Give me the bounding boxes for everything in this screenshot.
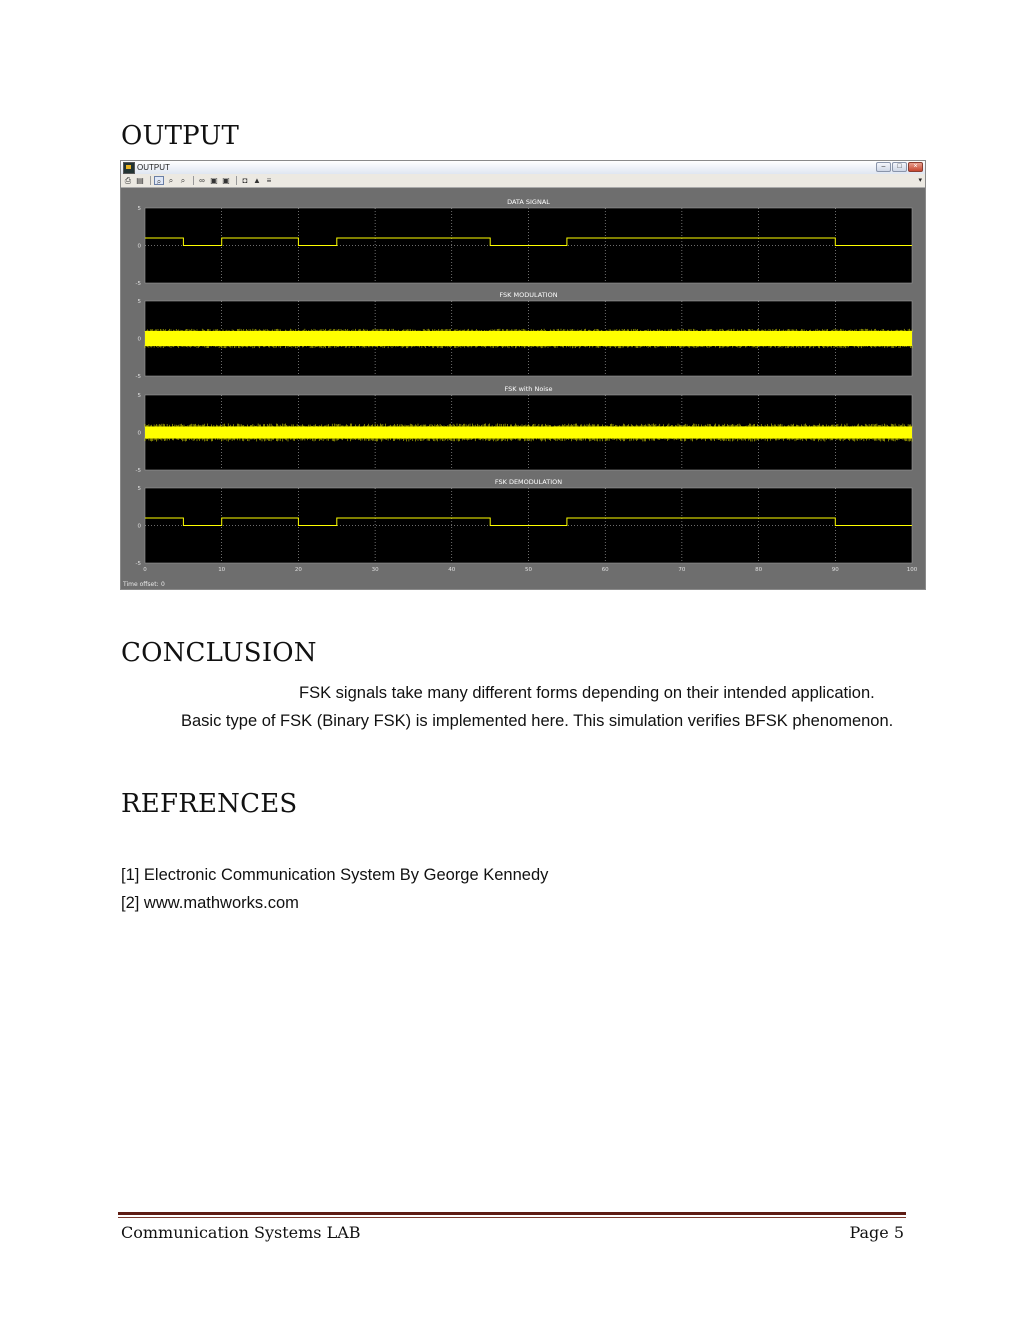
conclusion-heading: CONCLUSION (121, 638, 317, 668)
y-tick-label: 0 (137, 430, 141, 437)
restore-axes-icon[interactable]: ▣ (222, 176, 230, 185)
y-tick-label: 0 (137, 523, 141, 530)
zoom-y-icon[interactable]: ⌕ (180, 176, 186, 185)
footer-rule (118, 1212, 906, 1215)
y-tick-label: -5 (135, 468, 141, 474)
panel-title: FSK DEMODULATION (494, 478, 563, 486)
toolbar-divider (193, 176, 194, 185)
footer-course-title: Communication Systems LAB (121, 1223, 361, 1242)
y-tick-label: 0 (137, 336, 141, 343)
save-axes-icon[interactable]: ▣ (210, 176, 218, 185)
time-offset-value: 0 (161, 581, 165, 588)
x-tick-label: 40 (448, 567, 456, 573)
minimize-button[interactable]: – (876, 162, 891, 172)
x-tick-label: 50 (525, 567, 532, 573)
x-tick-label: 10 (218, 567, 226, 573)
scope-window-title: OUTPUT (137, 163, 170, 172)
y-tick-label: -5 (135, 374, 141, 380)
panel-title: FSK with Noise (504, 385, 553, 393)
x-tick-label: 70 (678, 567, 686, 573)
x-tick-label: 0 (143, 567, 147, 573)
scope-window (120, 160, 926, 590)
zoom-x-icon[interactable]: ⌕ (168, 176, 174, 185)
reference-item: [2] www.mathworks.com (121, 894, 299, 912)
maximize-button[interactable]: □ (892, 162, 907, 172)
y-tick-label: -5 (135, 281, 141, 287)
x-tick-label: 90 (831, 567, 839, 573)
output-heading: OUTPUT (121, 121, 240, 151)
signal-selector-icon[interactable]: ≡ (266, 176, 272, 185)
toolbar-divider (150, 176, 151, 185)
reference-item: [1] Electronic Communication System By George Kennedy (121, 866, 549, 884)
y-tick-label: 5 (137, 486, 141, 492)
conclusion-paragraph: FSK signals take many different forms depending on their intended application. Basic type of FSK (Binary FSK) is implemented here. This simulation verifies BFSK phenomenon. (181, 684, 894, 730)
scope-plot-area (121, 189, 925, 589)
signal-band (145, 331, 912, 346)
references-heading: REFRENCES (121, 789, 298, 819)
footer-rule-thin (118, 1217, 906, 1218)
footer-page-number: Page 5 (849, 1223, 904, 1242)
y-tick-label: 0 (137, 243, 141, 250)
panel-title: FSK MODULATION (499, 291, 558, 299)
time-offset-label: Time offset: (123, 581, 159, 588)
x-tick-label: 80 (755, 567, 763, 573)
panel-title: DATA SIGNAL (507, 198, 550, 206)
lock-icon[interactable]: ▲ (253, 176, 261, 185)
signal-band (145, 427, 912, 439)
y-tick-label: -5 (135, 561, 141, 567)
toolbar-overflow-icon[interactable]: ▾ (918, 177, 922, 184)
scope-toolbar (121, 174, 925, 188)
y-tick-label: 5 (137, 206, 141, 212)
x-tick-label: 30 (371, 567, 379, 573)
x-tick-label: 20 (294, 567, 302, 573)
y-tick-label: 5 (137, 299, 141, 305)
scope-titlebar (121, 161, 925, 175)
close-button[interactable]: × (908, 162, 923, 172)
window-controls (876, 162, 923, 172)
x-tick-label: 100 (906, 567, 918, 573)
floating-scope-icon[interactable]: ◘ (242, 176, 248, 185)
print-icon[interactable]: ⎙ (124, 176, 132, 185)
binoculars-icon[interactable]: ∞ (199, 176, 205, 185)
zoom-icon[interactable]: ⌕ (154, 176, 164, 185)
toolbar-divider (236, 176, 237, 185)
parameters-icon[interactable]: ▤ (136, 176, 144, 185)
simulink-app-icon (123, 162, 135, 174)
x-tick-label: 60 (601, 567, 609, 573)
y-tick-label: 5 (137, 393, 141, 399)
